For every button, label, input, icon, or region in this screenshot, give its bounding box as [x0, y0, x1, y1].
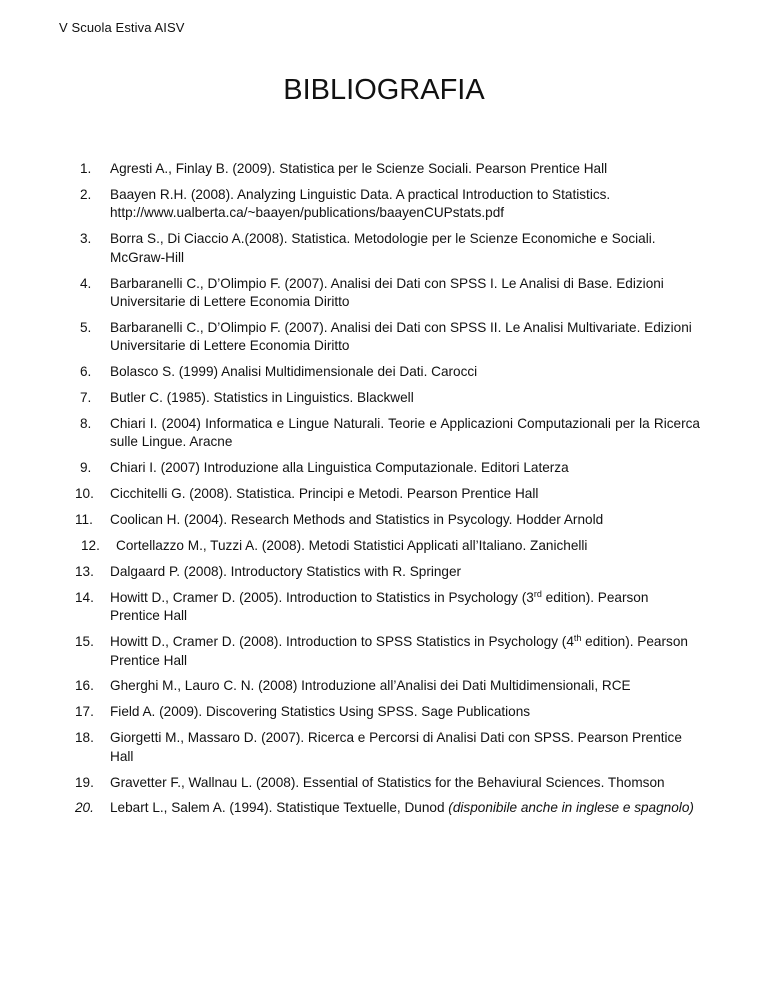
bibliography-entry	[75, 799, 700, 817]
entry-number: 6.	[80, 364, 92, 380]
entry-number: 19.	[75, 774, 94, 790]
ordinal-superscript: rd	[533, 588, 542, 599]
bibliography-entry	[80, 459, 700, 477]
entry-text: Gravetter F., Wallnau L. (2008). Essential of Statistics for the Behaviural Sciences. Thomson	[110, 774, 665, 790]
entry-text: Chiari I. (2004) Informatica e Lingue Naturali. Teorie e Applicazioni Computazionali per la Ricerca sulle Lingue. Aracne	[110, 415, 700, 450]
entry-text: Dalgaard P. (2008). Introductory Statistics with R. Springer	[110, 563, 462, 579]
entry-number: 1.	[80, 161, 92, 176]
entry-text: Baayen R.H. (2008). Analyzing Linguistic Data. A practical Introduction to Statistics.	[110, 186, 611, 202]
bibliography-list	[75, 160, 700, 825]
entry-text: Butler C. (1985). Statistics in Linguistics. Blackwell	[110, 390, 414, 406]
entry-number: 14.	[75, 589, 94, 605]
entry-url[interactable]: http://www.ualberta.ca/~baayen/publications/baayenCUPstats.pdf	[110, 205, 505, 221]
entry-text: Cortellazzo M., Tuzzi A. (2008). Metodi Statistici Applicati all’Italiano. Zanichelli	[116, 538, 588, 553]
entry-number: 16.	[75, 678, 94, 694]
bibliography-entry	[75, 729, 700, 766]
entry-text-continued: edition). Pearson Prentice Hall	[110, 589, 649, 624]
entry-text: Howitt D., Cramer D. (2005). Introduction to Statistics in Psychology (3	[110, 589, 534, 605]
entry-text: Agresti A., Finlay B. (2009). Statistica per le Scienze Sociali. Pearson Prentice Hall	[110, 161, 608, 176]
entry-number: 18.	[75, 730, 94, 746]
bibliography-entry	[80, 319, 700, 356]
entry-text: Howitt D., Cramer D. (2008). Introduction to SPSS Statistics in Psychology (4	[110, 634, 574, 650]
entry-number: 8.	[80, 415, 92, 431]
entry-number: 17.	[75, 704, 94, 720]
ordinal-superscript: th	[573, 633, 582, 644]
entry-text: Gherghi M., Lauro C. N. (2008) Introduzione all’Analisi dei Dati Multidimensionali, RCE	[110, 678, 631, 694]
entry-text: Giorgetti M., Massaro D. (2007). Ricerca e Percorsi di Analisi Dati con SPSS. Pearson Prentice Hall	[110, 730, 682, 764]
entry-italic-note: (disponibile anche in inglese e spagnolo)	[448, 800, 694, 816]
bibliography-entry	[75, 774, 700, 792]
entry-number: 10.	[75, 486, 94, 502]
bibliography-entry	[75, 511, 700, 529]
bibliography-entry	[80, 160, 700, 178]
bibliography-entry	[80, 230, 700, 267]
entry-number: 12.	[81, 538, 100, 553]
entry-text: Chiari I. (2007) Introduzione alla Linguistica Computazionale. Editori Laterza	[110, 460, 569, 476]
entry-number: 11.	[75, 512, 93, 528]
bibliography-entry	[80, 363, 700, 381]
bibliography-entry	[80, 389, 700, 407]
entry-number: 15.	[75, 634, 94, 650]
entry-text-continued: edition). Pearson Prentice Hall	[110, 634, 688, 668]
entry-text: Barbaranelli C., D’Olimpio F. (2007). Analisi dei Dati con SPSS II. Le Analisi Multivariate. Edizioni Universitarie di Lettere Economia Diritto	[110, 319, 692, 354]
entry-text: Field A. (2009). Discovering Statistics Using SPSS. Sage Publications	[110, 704, 531, 720]
entry-text: Bolasco S. (1999) Analisi Multidimensionale dei Dati. Carocci	[110, 364, 478, 380]
entry-number: 13.	[75, 563, 94, 579]
bibliography-entry	[75, 703, 700, 721]
entry-text: Lebart L., Salem A. (1994). Statistique Textuelle, Dunod	[110, 800, 449, 816]
entry-number: 9.	[80, 460, 92, 476]
entry-number: 20.	[75, 800, 94, 816]
page-title: BIBLIOGRAFIA	[283, 74, 485, 106]
bibliography-entry	[81, 537, 706, 555]
page-header: V Scuola Estiva AISV	[59, 20, 185, 35]
bibliography-entry	[80, 415, 700, 452]
bibliography-entry	[75, 677, 700, 695]
bibliography-entry	[80, 275, 700, 312]
entry-text: Barbaranelli C., D’Olimpio F. (2007). Analisi dei Dati con SPSS I. Le Analisi di Base. Edizioni Universitarie di Lettere Economia Diritto	[110, 275, 664, 309]
entry-number: 2.	[80, 186, 92, 202]
bibliography-entry	[75, 588, 700, 626]
entry-number: 7.	[80, 390, 92, 406]
entry-text: Borra S., Di Ciaccio A.(2008). Statistica. Metodologie per le Scienze Economiche e Sociali. McGraw-Hill	[110, 231, 656, 265]
bibliography-entry	[75, 633, 700, 670]
entry-number: 3.	[80, 231, 92, 247]
entry-number: 4.	[80, 275, 92, 291]
bibliography-entry	[75, 485, 700, 503]
entry-number: 5.	[80, 319, 92, 335]
entry-text: Coolican H. (2004). Research Methods and Statistics in Psycology. Hodder Arnold	[110, 512, 604, 528]
bibliography-entry	[80, 186, 700, 223]
bibliography-entry	[75, 563, 700, 581]
entry-text: Cicchitelli G. (2008). Statistica. Principi e Metodi. Pearson Prentice Hall	[110, 486, 539, 502]
